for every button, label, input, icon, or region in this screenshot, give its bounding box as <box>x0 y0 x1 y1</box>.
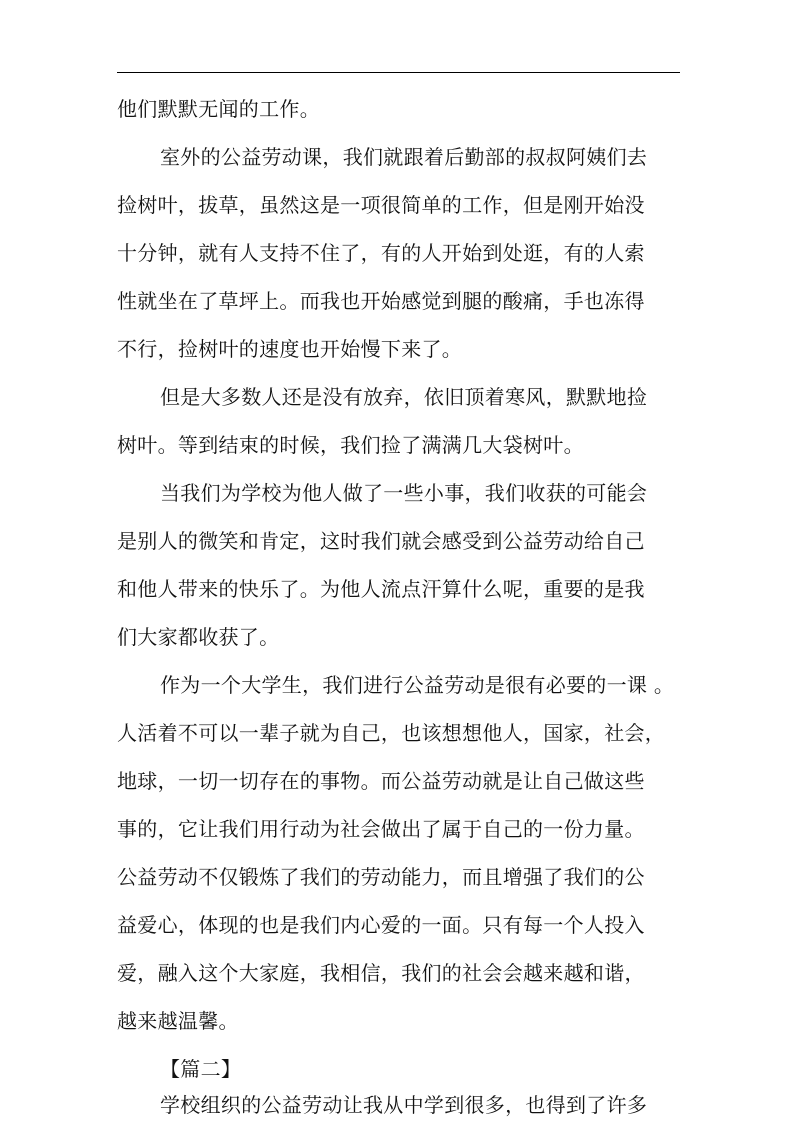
text-line-7: 但是大多数人还是没有放弃，依旧顶着寒风，默默地捡 <box>160 385 648 409</box>
section-heading: 【篇二】 <box>160 1057 242 1081</box>
text-line-15: 地球，一切一切存在的事物。而公益劳动就是让自己做这些 <box>117 769 645 793</box>
text-line-8: 树叶。等到结束的时候，我们捡了满满几大袋树叶。 <box>117 433 584 457</box>
text-line-3: 捡树叶，拔草，虽然这是一项很简单的工作，但是刚开始没 <box>117 193 645 217</box>
text-line-6: 不行，捡树叶的速度也开始慢下来了。 <box>117 337 463 361</box>
text-line-17: 公益劳动不仅锻炼了我们的劳动能力，而且增强了我们的公 <box>117 865 645 889</box>
text-line-2: 室外的公益劳动课，我们就跟着后勤部的叔叔阿姨们去 <box>160 145 648 169</box>
text-line-9: 当我们为学校为他人做了一些小事，我们收获的可能会 <box>160 481 648 505</box>
text-line-19: 爱，融入这个大家庭，我相信，我们的社会会越来越和谐， <box>117 961 645 985</box>
text-line-16: 事的，它让我们用行动为社会做出了属于自己的一份力量。 <box>117 817 645 841</box>
text-line-18: 益爱心，体现的也是我们内心爱的一面。只有每一个人投入 <box>117 913 645 937</box>
text-line-1: 他们默默无闻的工作。 <box>117 97 320 121</box>
header-rule <box>117 72 680 73</box>
text-line-11: 和他人带来的快乐了。为他人流点汗算什么呢，重要的是我 <box>117 577 645 601</box>
text-line-10: 是别人的微笑和肯定，这时我们就会感受到公益劳动给自己 <box>117 529 645 553</box>
text-line-20: 越来越温馨。 <box>117 1009 239 1033</box>
text-line-14: 人活着不可以一辈子就为自己，也该想想他人，国家，社会， <box>117 721 666 745</box>
text-line-12: 们大家都收获了。 <box>117 625 280 649</box>
text-line-22: 学校组织的公益劳动让我从中学到很多，也得到了许多 <box>160 1093 648 1117</box>
text-line-13: 作为一个大学生，我们进行公益劳动是很有必要的一课 。 <box>160 673 675 697</box>
text-line-5: 性就坐在了草坪上。而我也开始感觉到腿的酸痛，手也冻得 <box>117 289 645 313</box>
text-line-4: 十分钟，就有人支持不住了，有的人开始到处逛，有的人索 <box>117 241 645 265</box>
